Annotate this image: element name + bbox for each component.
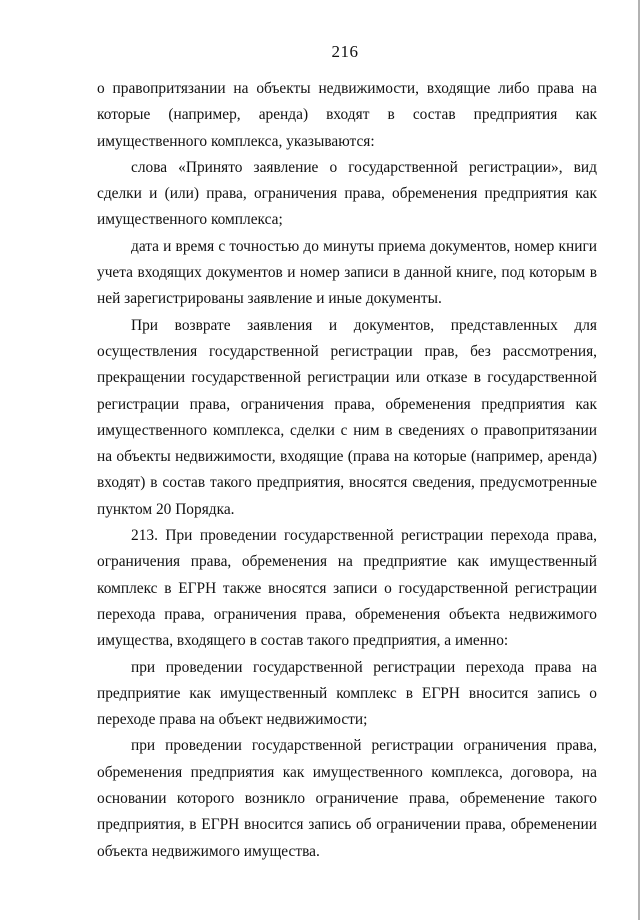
- paragraph-7: при проведении государственной регистрации ограничения права, обременения предприятия как имущественного комплекса, договора, на основании которого возникло ограничение права, обременение такого предприятия, в ЕГРН вносится запись об ограничении права, обременении объекта недвижимого имущества.: [97, 737, 597, 860]
- paragraph-3: дата и время с точностью до минуты приема документов, номер книги учета входящих документов и номер записи в данной книге, под которым в ней зарегистрированы заявление и иные документы.: [97, 237, 597, 308]
- paragraph-2: слова «Принято заявление о государственной регистрации», вид сделки и (или) права, ограничения права, обременения предприятия как имущественного комплекса;: [97, 158, 597, 229]
- paragraph-4: При возврате заявления и документов, представленных для осуществления государственной регистрации прав, без рассмотрения, прекращении государственной регистрации или отказе в государственной регистрации права, ограничения права, обременения предприятия как имущественного комплекса, сделки с ним в сведениях о правопритязании на объекты недвижимости, входящие (права на которые (например, аренда) входят) в состав такого предприятия, вносятся сведения, предусмотренные пунктом 20 Порядка.: [97, 316, 597, 518]
- document-body: [97, 76, 597, 865]
- paragraph-5: 213. При проведении государственной регистрации перехода права, ограничения права, обременения на предприятие как имущественный комплекс в ЕГРН также вносятся записи о государственной регистрации перехода права, ограничения права, обременения объекта недвижимого имущества, входящего в состав такого предприятия, а именно:: [97, 527, 597, 650]
- page-number: 216: [331, 42, 359, 61]
- paragraph-6: при проведении государственной регистрации перехода права на предприятие как имущественный комплекс в ЕГРН вносится запись о переходе права на объект недвижимости;: [97, 658, 597, 729]
- paragraph-1: о правопритязании на объекты недвижимости, входящие либо права на которые (например, аренда) входят в состав предприятия как имущественного комплекса, указываются:: [97, 80, 597, 150]
